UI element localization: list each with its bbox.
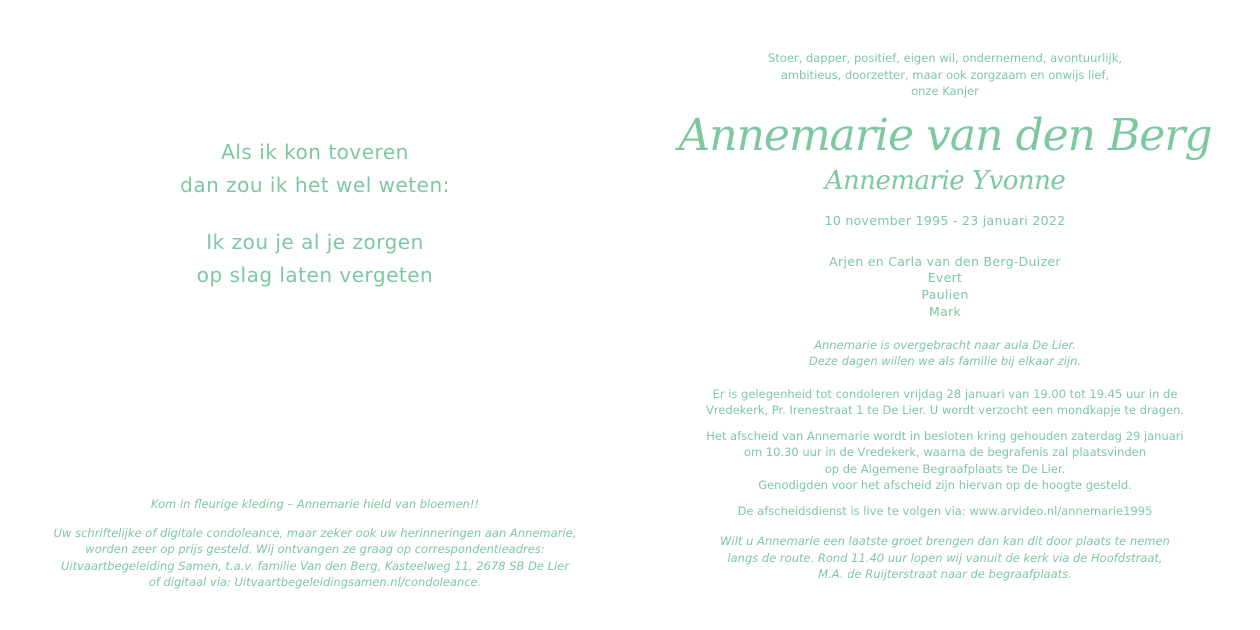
livestream-line: De afscheidsdienst is live te volgen via: www.arvideo.nl/annemarie1995 [737, 503, 1153, 518]
right-page [630, 0, 1260, 630]
farewell-line: op de Algemene Begraafplaats te De Lier. [824, 461, 1066, 476]
aula-line: Annemarie is overgebracht naar aula De Lier. [814, 337, 1076, 352]
family-member: Paulien [921, 287, 969, 303]
left-footer [0, 496, 630, 591]
poem-line: dan zou ik het wel weten: [180, 173, 450, 197]
condole-info-line: Vredekerk, Pr. Irenestraat 1 te De Lier. U wordt verzocht een mondkapje te dragen. [705, 403, 1185, 418]
route-line: langs de route. Rond 11.40 uur lopen wij vanuit de kerk via de Hoofdstraat, [727, 550, 1163, 565]
intro-line: ambitieus, doorzetter, maar ook zorgzaam en onwijs lief, [780, 67, 1110, 82]
poem-line: Als ik kon toveren [221, 140, 409, 164]
family-list [630, 254, 1260, 321]
family-member: Mark [928, 303, 962, 319]
condolence-line: Uw schriftelijke of digitale condoleance, maar zeker ook uw herinneringen aan Annemarie, [53, 525, 577, 540]
route-line: M.A. de Ruijterstraat naar de begraafplaats. [818, 567, 1072, 582]
announcement [630, 50, 1260, 583]
intro-line: onze Kanjer [911, 84, 979, 98]
poem [0, 136, 630, 292]
condolence-line: Uitvaartbegeleiding Samen, t.a.v. familie Van den Berg, Kasteelweg 11, 2678 SB De Lier [60, 558, 569, 573]
condolence-line: worden zeer op prijs gesteld. Wij ontvangen ze graag op correspondentieadres: [85, 542, 545, 556]
family-member: Arjen en Carla van den Berg-Duizer [829, 253, 1061, 269]
condolence-line: of digitaal via: Uitvaartbegeleidingsamen.nl/condoleance. [148, 575, 482, 589]
deceased-name: Annemarie van den Berg [678, 109, 1212, 161]
farewell-line: Het afscheid van Annemarie wordt in besloten kring gehouden zaterdag 29 januari [706, 428, 1184, 443]
family-member: Evert [927, 270, 963, 286]
route-line: Wilt u Annemarie een laatste groet brengen dan kan dit door plaats te nemen [720, 534, 1170, 549]
poem-line: op slag laten vergeten [196, 263, 434, 287]
deceased-full-name: Annemarie Yvonne [824, 165, 1066, 196]
intro-line: Stoer, dapper, positief, eigen wil, ondernemend, avontuurlijk, [767, 51, 1123, 65]
dress-note: Kom in fleurige kleding – Annemarie hield van bloemen!! [150, 497, 480, 511]
life-dates: 10 november 1995 - 23 januari 2022 [824, 212, 1066, 228]
aula-line: Deze dagen willen we als familie bij elkaar zijn. [808, 354, 1082, 369]
condole-info-line: Er is gelegenheid tot condoleren vrijdag 28 januari van 19.00 tot 19.45 uur in de [712, 386, 1178, 401]
farewell-line: om 10.30 uur in de Vredekerk, waarna de begrafenis zal plaatsvinden [743, 445, 1147, 460]
farewell-line: Genodigden voor het afscheid zijn hiervan op de hoogte gesteld. [758, 478, 1132, 493]
poem-line: Ik zou je al je zorgen [206, 230, 424, 254]
